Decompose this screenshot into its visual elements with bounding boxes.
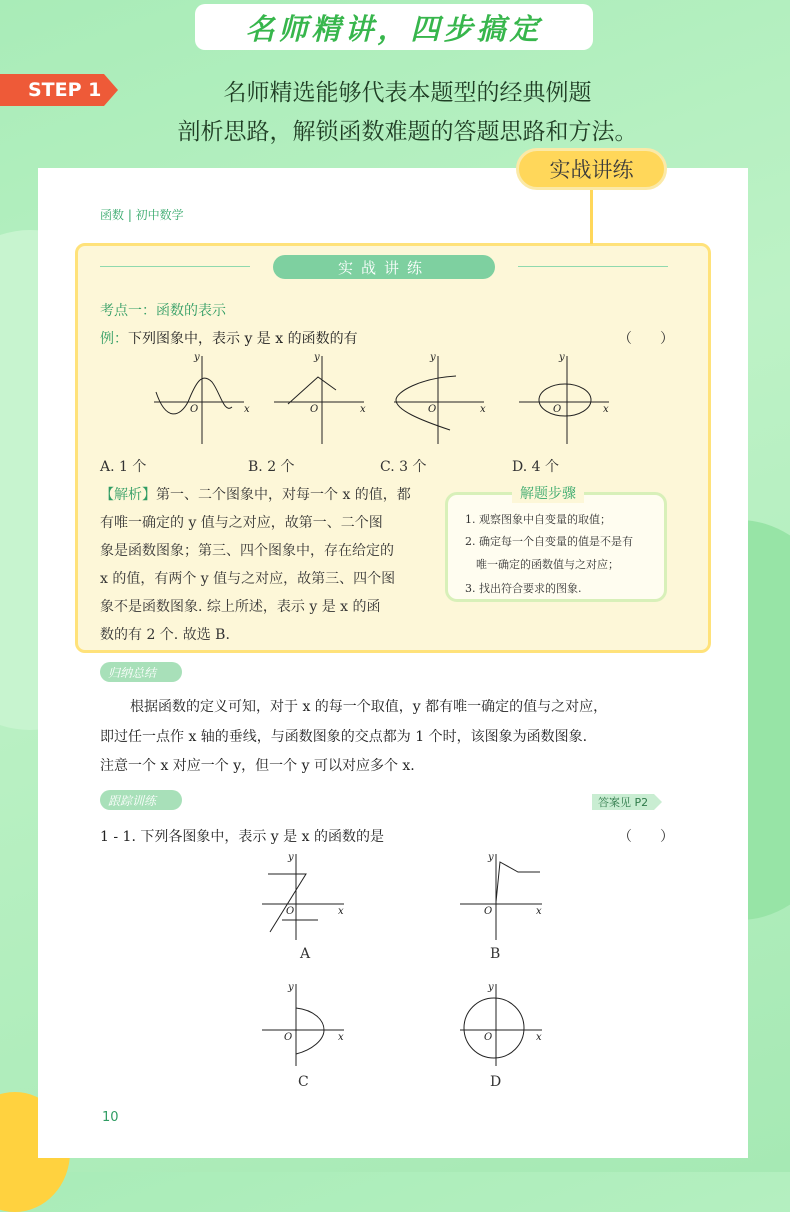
example-graph-2 <box>270 352 370 444</box>
solution-line: 数的有 2 个. 故选 B. <box>100 627 230 643</box>
breadcrumb: 函数 | 初中数学 <box>100 208 184 222</box>
headline-line-1: 名师精选能够代表本题型的经典例题 <box>223 80 592 106</box>
y-label: y <box>430 352 436 363</box>
example-graph-4 <box>515 352 615 444</box>
y-label: y <box>488 852 494 863</box>
example-text: 下列图象中，表示 y 是 x 的函数的有 <box>128 331 358 347</box>
step-tag: STEP 1 <box>0 74 104 106</box>
follow-graph-d <box>456 980 546 1070</box>
x-label: x <box>536 906 542 917</box>
caption-d: D <box>490 1074 502 1090</box>
follow-graph-a <box>258 850 348 940</box>
origin-label: O <box>428 404 437 415</box>
divider <box>518 266 668 267</box>
x-label: x <box>244 404 250 415</box>
caption-a: A <box>300 946 311 962</box>
summary-line: 注意一个 x 对应一个 y，但一个 y 可以对应多个 x. <box>100 758 415 774</box>
example-graph-1 <box>150 352 250 444</box>
answer-blank: （ ） <box>618 829 674 845</box>
page-number: 10 <box>102 1110 119 1125</box>
y-label: y <box>288 852 294 863</box>
origin-label: O <box>553 404 562 415</box>
x-label: x <box>360 404 366 415</box>
x-label: x <box>338 1032 344 1043</box>
solution-line: x 的值，有两个 y 值与之对应，故第三、四个图 <box>100 571 396 587</box>
callout-connector <box>590 188 593 244</box>
example-prefix: 例： <box>100 331 128 347</box>
answer-reference: 答案见 P2 <box>592 794 654 810</box>
summary-line: 根据函数的定义可知，对于 x 的每一个取值，y 都有唯一确定的值与之对应， <box>130 699 608 715</box>
origin-label: O <box>484 1032 493 1043</box>
option-d: D. 4 个 <box>512 459 559 475</box>
y-label: y <box>488 982 494 993</box>
option-c: C. 3 个 <box>380 459 427 475</box>
solution-text: 第一、二个图象中，对每一个 x 的值，都 <box>156 487 411 503</box>
example-question <box>100 328 358 348</box>
solution-tag: 【解析】 <box>100 487 156 503</box>
step-item: 1. 观察图象中自变量的取值； <box>465 513 611 526</box>
solution-line: 象不是函数图象. 综上所述，表示 y 是 x 的函 <box>100 599 381 615</box>
x-label: x <box>338 906 344 917</box>
caption-b: B <box>490 946 501 962</box>
x-label: x <box>603 404 609 415</box>
step-item: 2. 确定每一个自变量的值是不是有 <box>465 535 633 548</box>
y-label: y <box>314 352 320 363</box>
section-title: 实战讲练 <box>273 255 495 279</box>
answer-blank: （ ） <box>618 331 674 347</box>
caption-c: C <box>298 1074 309 1090</box>
follow-graph-b <box>456 850 546 940</box>
origin-label: O <box>484 906 493 917</box>
y-label: y <box>194 352 200 363</box>
step-item: 唯一确定的函数值与之对应； <box>476 558 619 571</box>
x-label: x <box>536 1032 542 1043</box>
follow-tag: 跟踪训练 <box>100 790 182 810</box>
y-label: y <box>559 352 565 363</box>
kaodian-title: 考点一：函数的表示 <box>100 303 226 319</box>
option-a: A. 1 个 <box>100 459 147 475</box>
follow-graph-c <box>258 980 348 1070</box>
solution-line: 有唯一确定的 y 值与之对应，故第一、二个图 <box>100 515 383 531</box>
solution-line: 象是函数图象；第三、四个图象中，存在给定的 <box>100 543 394 559</box>
callout-label: 实战讲练 <box>516 148 667 190</box>
solution-line <box>100 484 411 504</box>
divider <box>100 266 250 267</box>
headline-line-2: 剖析思路，解锁函数难题的答题思路和方法。 <box>177 119 638 145</box>
example-graph-3 <box>390 352 490 444</box>
x-label: x <box>480 404 486 415</box>
banner-title: 名师精讲，四步搞定 <box>245 11 543 46</box>
y-label: y <box>288 982 294 993</box>
summary-tag: 归纳总结 <box>100 662 182 682</box>
follow-question: 1 - 1. 下列各图象中，表示 y 是 x 的函数的是 <box>100 829 384 845</box>
origin-label: O <box>190 404 199 415</box>
steps-title: 解题步骤 <box>512 483 584 503</box>
step-item: 3. 找出符合要求的图象. <box>465 582 582 595</box>
option-b: B. 2 个 <box>248 459 295 475</box>
origin-label: O <box>286 906 295 917</box>
summary-line: 即过任一点作 x 轴的垂线，与函数图象的交点都为 1 个时，该图象为函数图象. <box>100 729 588 745</box>
origin-label: O <box>284 1032 293 1043</box>
top-banner <box>195 4 593 50</box>
origin-label: O <box>310 404 319 415</box>
